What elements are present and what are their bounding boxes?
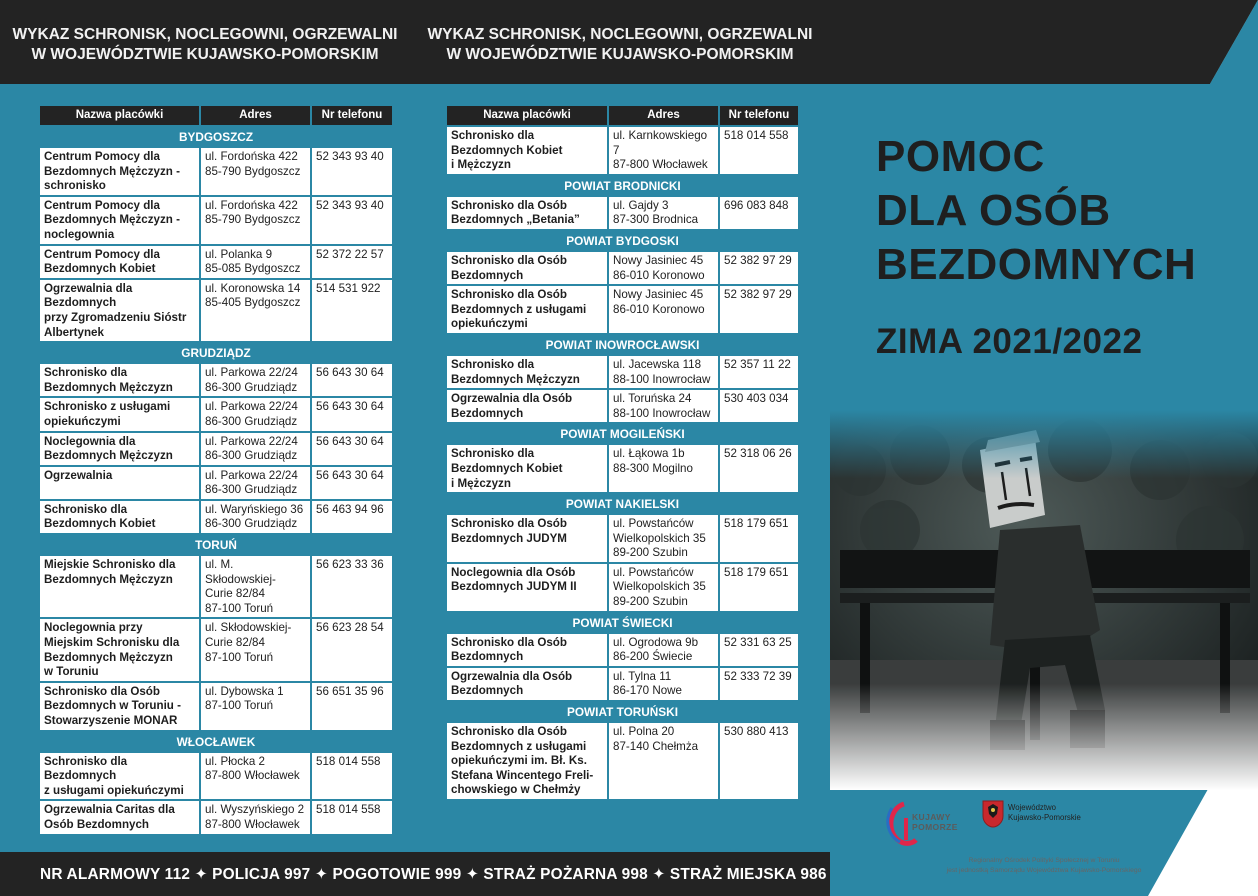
facility-phone[interactable]: 56 651 35 96 (311, 682, 393, 731)
address-line: 87-140 Chełmża (613, 739, 699, 753)
facility-name (39, 500, 200, 534)
kujawy-pomorze-logo-text (912, 812, 958, 832)
facility-phone[interactable]: 56 643 30 64 (311, 466, 393, 500)
facility-name (446, 126, 608, 175)
middle-panel (410, 0, 830, 896)
address-line: 86-010 Koronowo (613, 268, 705, 282)
facility-name-line: Bezdomnych JUDYM (451, 531, 567, 545)
facility-address (200, 147, 311, 196)
facility-name-line: Bezdomnych (451, 268, 524, 282)
logo-text-line: Województwo (1008, 803, 1056, 812)
facility-phone[interactable]: 530 880 413 (719, 722, 799, 800)
address-line: Curie 82/84 (205, 636, 265, 650)
facility-name-line: Schronisko dla Osób (451, 253, 567, 267)
facility-address (200, 682, 311, 731)
address-line: ul. Polanka 9 (205, 247, 273, 261)
address-line: ul. Płocka 2 (205, 754, 265, 768)
cover-season: ZIMA 2021/2022 (876, 322, 1143, 361)
address-line: 86-200 Świecie (613, 650, 693, 664)
section-header-row (446, 493, 799, 514)
facility-phone[interactable]: 52 331 63 25 (719, 633, 799, 667)
voivodeship-crest-icon (982, 800, 1004, 828)
facility-name-line: Schronisko dla (44, 366, 128, 380)
facility-name-line: Schronisko dla Osób (451, 288, 567, 302)
header-line: WYKAZ SCHRONISK, NOCLEGOWNI, OGRZEWALNI (427, 26, 813, 43)
facility-name-line: przy Zgromadzeniu Sióstr (44, 310, 187, 324)
table-row (446, 285, 799, 334)
facility-name-line: i Mężczyzn (451, 158, 511, 172)
address-line: 87-800 Włocławek (613, 158, 708, 172)
address-line: 89-200 Szubin (613, 595, 688, 609)
address-line: ul. Parkowa 22/24 (205, 366, 298, 380)
address-line: ul. Jacewska 118 (613, 357, 702, 371)
facility-name-line: i Mężczyzn (451, 476, 511, 490)
table-row (39, 752, 393, 801)
facility-phone[interactable]: 56 643 30 64 (311, 397, 393, 431)
cover-footer-note (830, 856, 1258, 876)
column-header-name: Nazwa placówki (39, 105, 200, 126)
address-line: 85-790 Bydgoszcz (205, 213, 301, 227)
facility-name (446, 667, 608, 701)
section-title: TORUŃ (39, 534, 393, 555)
facility-name-line: Osób Bezdomnych (44, 817, 150, 831)
table-row (39, 397, 393, 431)
facility-name-line: Stowarzyszenie MONAR (44, 714, 178, 727)
facility-name-line: opiekuńczymi (451, 317, 528, 331)
table-row (446, 389, 799, 423)
column-header-address: Adres (608, 105, 719, 126)
facility-name-line: Bezdomnych Mężczyzn (44, 380, 173, 394)
address-line: Wielkopolskich 35 (613, 580, 706, 594)
facility-address (200, 363, 311, 397)
address-line: 88-300 Mogilno (613, 461, 693, 475)
address-line: 88-100 Inowrocław (613, 406, 711, 420)
facility-name-line: Bezdomnych (451, 406, 524, 420)
facility-name-line: Bezdomnych Mężczyzn (44, 449, 173, 463)
facility-address (200, 279, 311, 342)
facility-address (608, 722, 719, 800)
facility-phone[interactable]: 518 014 558 (311, 752, 393, 801)
facility-phone[interactable]: 518 179 651 (719, 563, 799, 612)
facility-name (446, 444, 608, 493)
facility-address (200, 245, 311, 279)
facility-address (608, 444, 719, 493)
facility-name (446, 251, 608, 285)
table-row (39, 618, 393, 681)
address-line: 86-300 Grudziądz (205, 414, 298, 428)
address-line: 87-100 Toruń (205, 650, 274, 664)
facility-name-line: Schronisko dla (451, 447, 535, 461)
facility-phone[interactable]: 56 643 30 64 (311, 363, 393, 397)
shelter-table-middle (445, 104, 800, 801)
facility-address (608, 196, 719, 230)
facility-address (608, 251, 719, 285)
facility-address (608, 285, 719, 334)
table-row (39, 800, 393, 834)
address-line: ul. M. Skłodowskiej- (205, 558, 276, 586)
facility-name-line: Noclegownia dla Osób (451, 565, 576, 579)
table-row (39, 500, 393, 534)
facility-name-line: Ogrzewalnia Caritas dla (44, 803, 175, 817)
table-row (39, 432, 393, 466)
address-line: 86-010 Koronowo (613, 302, 705, 316)
facility-name-line: Centrum Pomocy dla (44, 198, 160, 212)
facility-name-line: Bezdomnych z usługami (451, 739, 587, 753)
section-header-row (446, 175, 799, 196)
facility-address (200, 555, 311, 618)
section-title: POWIAT TORUŃSKI (446, 701, 799, 722)
facility-phone[interactable]: 52 372 22 57 (311, 245, 393, 279)
facility-name (446, 196, 608, 230)
address-line: ul. Ogrodowa 9b (613, 635, 699, 649)
table-row (446, 563, 799, 612)
facility-name-line: Centrum Pomocy dla (44, 247, 160, 261)
section-header-row (446, 612, 799, 633)
facility-name-line: Schronisko dla Bezdomnych (44, 754, 128, 783)
address-line: ul. Tylna 11 (613, 669, 672, 683)
address-line: Curie 82/84 (205, 587, 265, 601)
address-line: ul. Powstańców (613, 517, 694, 531)
address-line: 86-300 Grudziądz (205, 380, 298, 394)
facility-name (39, 245, 200, 279)
address-line: 85-085 Bydgoszcz (205, 262, 301, 276)
address-line: Nowy Jasiniec 45 (613, 253, 704, 267)
facility-name-line: Schronisko dla Osób (451, 517, 567, 531)
facility-name-line: Ogrzewalnia dla (44, 281, 133, 295)
facility-address (608, 126, 719, 175)
facility-phone[interactable]: 52 343 93 40 (311, 147, 393, 196)
table-row (446, 514, 799, 563)
homeless-man-on-bench-photo (830, 410, 1258, 790)
table-row (446, 196, 799, 230)
facility-name-line: Schronisko dla Osób (451, 635, 567, 649)
facility-name-line: Schronisko dla (451, 129, 535, 142)
facility-name (446, 389, 608, 423)
cover-title-line: BEZDOMNYCH (876, 240, 1197, 289)
cover-title-line: DLA OSÓB (876, 186, 1111, 235)
facility-name (39, 752, 200, 801)
facility-phone[interactable]: 52 357 11 22 (719, 355, 799, 389)
facility-name (39, 432, 200, 466)
facility-address (608, 667, 719, 701)
voivodeship-logo-text (1008, 803, 1081, 823)
facility-phone[interactable]: 52 343 93 40 (311, 196, 393, 245)
address-line: ul. Skłodowskiej- (205, 621, 292, 635)
facility-name (39, 196, 200, 245)
facility-name-line: Bezdomnych (451, 684, 524, 698)
facility-address (608, 389, 719, 423)
table-row (39, 363, 393, 397)
left-panel (0, 0, 410, 896)
facility-name-line: Ogrzewalnia dla Osób (451, 669, 573, 683)
section-title: BYDGOSZCZ (39, 126, 393, 147)
address-line: 87-300 Brodnica (613, 213, 699, 227)
facility-name-line: Bezdomnych w Toruniu - (44, 699, 181, 713)
section-title: POWIAT ŚWIECKI (446, 612, 799, 633)
facility-name-line: Schronisko dla Osób (44, 684, 160, 698)
facility-name-line: Bezdomnych JUDYM II (451, 580, 577, 594)
address-line: 86-300 Grudziądz (205, 517, 298, 531)
facility-name-line: noclegownia (44, 227, 115, 241)
table-row (446, 251, 799, 285)
facility-name-line: schronisko (44, 179, 106, 193)
column-header-phone: Nr telefonu (719, 105, 799, 126)
logo-text-line: POMORZE (912, 822, 958, 832)
facility-name-line: Bezdomnych Mężczyzn (44, 572, 173, 586)
facility-name-line: Bezdomnych Kobiet (44, 262, 156, 276)
address-line: 86-300 Grudziądz (205, 483, 298, 497)
facility-address (200, 800, 311, 834)
table-row (39, 196, 393, 245)
header-line: W WOJEWÓDZTWIE KUJAWSKO-POMORSKIM (31, 46, 379, 63)
facility-phone[interactable]: 56 623 33 36 (311, 555, 393, 618)
column-header-name: Nazwa placówki (446, 105, 608, 126)
facility-name (39, 363, 200, 397)
emergency-numbers-bar: NR ALARMOWY 112 ✦ POLICJA 997 ✦ POGOTOWIE 999 ✦ STRAŻ POŻARNA 998 ✦ STRAŻ MIEJSKA 986 (0, 852, 830, 896)
facility-name (39, 800, 200, 834)
facility-phone[interactable]: 518 014 558 (719, 126, 799, 175)
facility-name (446, 285, 608, 334)
address-line: Wielkopolskich 35 (613, 531, 706, 545)
table-row (446, 355, 799, 389)
cover-panel (830, 0, 1258, 896)
facility-name-line: Centrum Pomocy dla (44, 150, 160, 163)
address-line: 89-200 Szubin (613, 546, 688, 560)
section-header-row (446, 423, 799, 444)
table-row (39, 279, 393, 342)
facility-name-line: Stefana Wincentego Freli- (451, 768, 594, 782)
facility-phone[interactable]: 52 333 72 39 (719, 667, 799, 701)
cover-title-line: POMOC (876, 132, 1045, 181)
facility-address (608, 633, 719, 667)
address-line: ul. Koronowska 14 (205, 281, 301, 295)
address-line: Nowy Jasiniec 45 (613, 288, 704, 302)
facility-name (446, 633, 608, 667)
column-header-phone: Nr telefonu (311, 105, 393, 126)
facility-phone[interactable]: 696 083 848 (719, 196, 799, 230)
facility-name (39, 279, 200, 342)
facility-phone[interactable]: 518 179 651 (719, 514, 799, 563)
address-line: ul. Parkowa 22/24 (205, 400, 298, 414)
address-line: ul. Wyszyńskiego 2 (205, 803, 305, 817)
facility-name-line: Bezdomnych (451, 650, 524, 664)
address-line: ul. Parkowa 22/24 (205, 468, 298, 482)
table-row (39, 147, 393, 196)
header-line: WYKAZ SCHRONISK, NOCLEGOWNI, OGRZEWALNI (12, 26, 398, 43)
facility-phone[interactable]: 52 318 06 26 (719, 444, 799, 493)
logo-text-line: KUJAWY (912, 812, 951, 822)
facility-name (39, 555, 200, 618)
facility-name-line: Bezdomnych Kobiet (451, 143, 563, 157)
facility-name-line: Bezdomnych Mężczyzn - (44, 213, 180, 227)
facility-name (39, 682, 200, 731)
address-line: ul. Fordońska 422 (205, 150, 298, 163)
section-title: POWIAT MOGILEŃSKI (446, 423, 799, 444)
facility-name-line: Schronisko dla Osób (451, 725, 567, 739)
section-title: POWIAT BYDGOSKI (446, 230, 799, 251)
facility-name (446, 722, 608, 800)
address-line: ul. Waryńskiego 36 (205, 502, 304, 516)
facility-name (446, 563, 608, 612)
facility-name-line: Bezdomnych Kobiet (451, 461, 563, 475)
section-title: POWIAT INOWROCŁAWSKI (446, 334, 799, 355)
address-line: 7 (613, 143, 620, 157)
address-line: ul. Polna 20 (613, 725, 675, 739)
facility-name-line: chowskiego w Chełmży (451, 783, 581, 797)
table-row (446, 444, 799, 493)
facility-name-line: Schronisko dla Osób (451, 198, 567, 212)
facility-address (200, 432, 311, 466)
facility-phone[interactable]: 52 382 97 29 (719, 251, 799, 285)
address-line: ul. Fordońska 422 (205, 198, 298, 212)
section-title: POWIAT NAKIELSKI (446, 493, 799, 514)
address-line: 87-100 Toruń (205, 601, 274, 615)
facility-name-line: Noclegownia przy (44, 621, 143, 635)
left-panel-header (0, 0, 410, 84)
table-row (39, 555, 393, 618)
facility-phone[interactable]: 56 623 28 54 (311, 618, 393, 681)
facility-name-line: Bezdomnych Kobiet (44, 517, 156, 531)
facility-name (39, 397, 200, 431)
facility-name-line: Schronisko dla (451, 357, 535, 371)
cover-title (876, 130, 1196, 292)
header-line: W WOJEWÓDZTWIE KUJAWSKO-POMORSKIM (446, 46, 794, 63)
section-header-row (39, 731, 393, 752)
address-line: 86-170 Nowe (613, 684, 682, 698)
address-line: 88-100 Inowrocław (613, 372, 711, 386)
facility-name (39, 466, 200, 500)
address-line: ul. Parkowa 22/24 (205, 434, 298, 448)
address-line: 85-405 Bydgoszcz (205, 296, 301, 310)
facility-phone[interactable]: 514 531 922 (311, 279, 393, 342)
section-title: GRUDZIĄDZ (39, 342, 393, 363)
facility-name (39, 147, 200, 196)
table-row (446, 667, 799, 701)
facility-address (200, 500, 311, 534)
cover-dark-band (830, 0, 1258, 84)
table-row (446, 722, 799, 800)
address-line: 87-800 Włocławek (205, 817, 300, 831)
address-line: 86-300 Grudziądz (205, 449, 298, 463)
section-header-row (446, 334, 799, 355)
facility-name (446, 514, 608, 563)
facility-phone[interactable]: 56 643 30 64 (311, 432, 393, 466)
facility-name-line: z usługami opiekuńczymi (44, 783, 184, 797)
section-header-row (39, 342, 393, 363)
address-line: 85-790 Bydgoszcz (205, 164, 301, 178)
facility-address (608, 563, 719, 612)
section-title: WŁOCŁAWEK (39, 731, 393, 752)
footer-line: jest jednostką Samorządu Województwa Kujawsko-Pomorskiego (946, 867, 1142, 874)
section-header-row (39, 534, 393, 555)
facility-name-line: w Toruniu (44, 665, 99, 679)
facility-name-line: Schronisko dla (44, 502, 128, 516)
facility-name-line: Miejskie Schronisko dla (44, 558, 176, 572)
column-header-address: Adres (200, 105, 311, 126)
address-line: ul. Dybowska 1 (205, 684, 284, 698)
facility-phone[interactable]: 56 463 94 96 (311, 500, 393, 534)
address-line: ul. Łąkowa 1b (613, 447, 685, 461)
section-header-row (446, 230, 799, 251)
facility-address (200, 752, 311, 801)
footer-line: Regionalny Ośrodek Polityki Społecznej w Toruniu (968, 857, 1120, 864)
address-line: ul. Gajdy 3 (613, 198, 669, 212)
facility-address (200, 618, 311, 681)
facility-address (608, 355, 719, 389)
facility-name-line: Bezdomnych z usługami (451, 302, 587, 316)
section-title: POWIAT BRODNICKI (446, 175, 799, 196)
middle-panel-header (410, 0, 830, 84)
facility-name-line: Ogrzewalnia dla Osób (451, 392, 573, 406)
facility-phone[interactable]: 52 382 97 29 (719, 285, 799, 334)
address-line: 87-100 Toruń (205, 699, 274, 713)
table-row (446, 126, 799, 175)
table-row (446, 633, 799, 667)
facility-name-line: opiekuńczymi im. Bł. Ks. (451, 754, 587, 768)
facility-name-line: Schronisko z usługami (44, 400, 171, 414)
facility-name-line: Ogrzewalnia (44, 468, 113, 482)
facility-name-line: Bezdomnych Mężczyzn (451, 372, 580, 386)
shelter-table-left (38, 104, 394, 836)
facility-name-line: Bezdomnych (44, 296, 117, 310)
facility-address (608, 514, 719, 563)
table-row (39, 245, 393, 279)
facility-phone[interactable]: 530 403 034 (719, 389, 799, 423)
logo-text-line: Kujawsko-Pomorskie (1008, 813, 1081, 822)
table-row (39, 682, 393, 731)
address-line: ul. Powstańców (613, 565, 694, 579)
section-header-row (39, 126, 393, 147)
facility-name (446, 355, 608, 389)
facility-name-line: Noclegownia dla (44, 434, 136, 448)
facility-name-line: Albertynek (44, 325, 104, 339)
section-header-row (446, 701, 799, 722)
facility-name-line: Bezdomnych „Betania” (451, 213, 580, 227)
address-line: 87-800 Włocławek (205, 769, 300, 783)
facility-name-line: Bezdomnych Mężczyzn - (44, 164, 180, 178)
facility-address (200, 466, 311, 500)
address-line: ul. Karnkowskiego (613, 129, 708, 142)
facility-phone[interactable]: 518 014 558 (311, 800, 393, 834)
facility-name-line: opiekuńczymi (44, 414, 121, 428)
facility-name-line: Bezdomnych Mężczyzn (44, 650, 173, 664)
address-line: ul. Toruńska 24 (613, 392, 692, 406)
table-row (39, 466, 393, 500)
facility-address (200, 397, 311, 431)
facility-name (39, 618, 200, 681)
facility-name-line: Miejskim Schronisku dla (44, 636, 180, 650)
facility-address (200, 196, 311, 245)
